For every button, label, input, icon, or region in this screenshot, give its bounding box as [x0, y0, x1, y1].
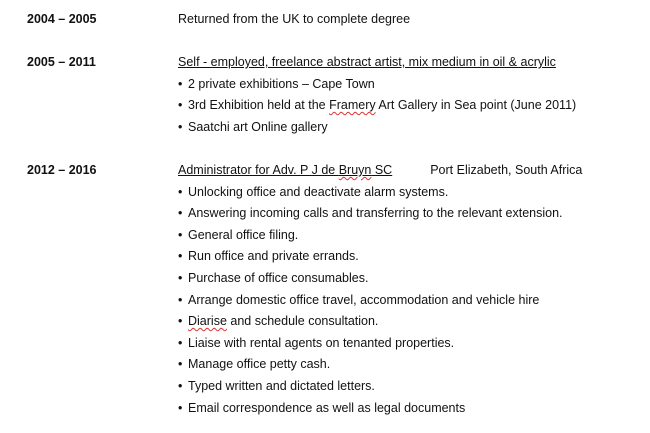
bullet-text: Unlocking office and deactivate alarm systems. — [188, 184, 449, 199]
entry-content — [178, 55, 638, 141]
bullet-icon: • — [178, 292, 183, 307]
bullet-item — [178, 357, 638, 379]
entry-text: Returned from the UK to complete degree — [178, 12, 411, 26]
bullet-item — [178, 401, 638, 423]
bullet-text: 2 private exhibitions – Cape Town — [188, 76, 375, 91]
entry-heading — [178, 163, 638, 185]
bullet-text: Liaise with rental agents on tenanted properties. — [188, 335, 455, 350]
bullet-icon: • — [178, 249, 183, 264]
spellcheck-flagged-word[interactable]: Bruyn — [338, 163, 372, 177]
bullet-text: Saatchi art Online gallery — [188, 119, 328, 134]
job-location: Port Elizabeth, South Africa — [430, 163, 583, 177]
spellcheck-flagged-word[interactable]: Diarise — [188, 314, 227, 329]
bullet-icon: • — [178, 227, 183, 242]
entry-content — [178, 163, 638, 422]
entry-heading — [178, 55, 638, 77]
bullet-text-before: 3rd Exhibition held at the — [188, 98, 330, 113]
bullet-text-after: and schedule consultation. — [226, 314, 379, 329]
job-title-after: SC — [371, 163, 393, 177]
bullet-text-after: Art Gallery in Sea point (June 2011) — [375, 98, 577, 113]
job-title: Self - employed, freelance abstract artist, mix medium in oil & acrylic — [178, 55, 556, 69]
bullet-item — [178, 120, 638, 142]
bullet-icon: • — [178, 270, 183, 285]
bullet-text: Arrange domestic office travel, accommodation and vehicle hire — [188, 292, 540, 307]
entry-dates: 2012 – 2016 — [27, 163, 97, 177]
bullet-text: Manage office petty cash. — [188, 357, 331, 372]
bullet-item — [178, 314, 638, 336]
bullet-icon: • — [178, 98, 183, 113]
job-title-before: Administrator for Adv. P J de — [178, 163, 339, 177]
spellcheck-flagged-word[interactable]: Framery — [329, 98, 376, 113]
bullet-item — [178, 336, 638, 358]
bullet-item — [178, 379, 638, 401]
entry-dates: 2005 – 2011 — [27, 55, 96, 69]
bullet-item — [178, 185, 638, 207]
bullet-text: Email correspondence as well as legal documents — [188, 400, 466, 415]
bullet-item — [178, 249, 638, 271]
bullet-item — [178, 77, 638, 99]
bullet-icon: • — [178, 314, 183, 329]
bullet-text: Run office and private errands. — [188, 249, 359, 264]
job-title — [178, 163, 392, 177]
entry-dates: 2004 – 2005 — [27, 12, 97, 26]
bullet-icon: • — [178, 357, 183, 372]
bullet-text: Answering incoming calls and transferring to the relevant extension. — [188, 206, 563, 221]
bullet-item — [178, 228, 638, 250]
bullet-text: Typed written and dictated letters. — [188, 378, 375, 393]
bullet-icon: • — [178, 184, 183, 199]
entry-content — [178, 12, 638, 34]
bullet-item — [178, 206, 638, 228]
bullet-icon: • — [178, 400, 183, 415]
bullet-item — [178, 293, 638, 315]
bullet-icon: • — [178, 119, 183, 134]
bullet-icon: • — [178, 335, 183, 350]
bullet-text: General office filing. — [188, 227, 299, 242]
bullet-item — [178, 98, 638, 120]
bullet-icon: • — [178, 206, 183, 221]
bullet-text: Purchase of office consumables. — [188, 270, 369, 285]
bullet-item — [178, 271, 638, 293]
bullet-icon: • — [178, 378, 183, 393]
bullet-icon: • — [178, 76, 183, 91]
